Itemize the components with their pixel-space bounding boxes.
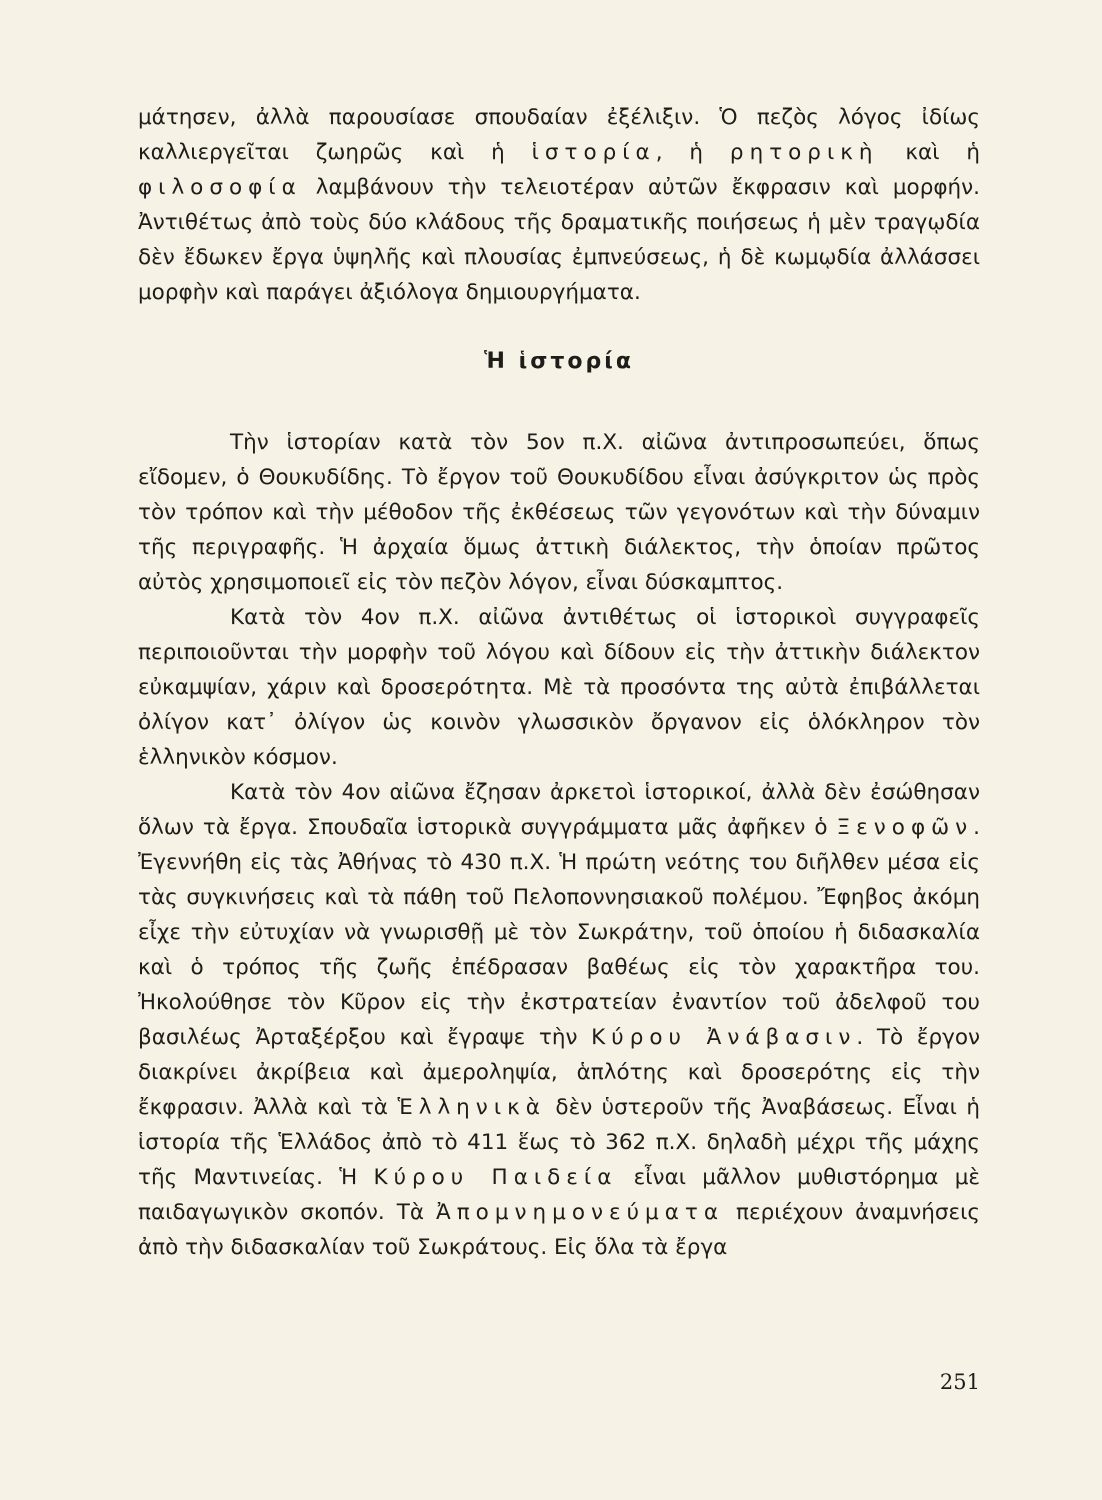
text-run: Κατὰ τὸν 4ον αἰῶνα ἔζησαν ἀρκετοὶ ἱστορικοί, ἀλλὰ δὲν ἐσώθησαν ὅλων τὰ ἔργα. Σπουδαῖα ἱστορικὰ συγγράμματα μᾶς ἀφῆκεν ὁ [138,780,980,840]
page-number: 251 [939,1370,980,1394]
text-run: μάτησεν, ἀλλὰ παρουσίασε σπουδαίαν ἐξέλιξιν. Ὁ πεζὸς λόγος ἰδίως καλλιεργεῖται ζωηρῶς καὶ ἡ [138,105,980,165]
section-heading: Ἡ ἱστορία [484,349,634,374]
emphasized-term: φιλοσοφία [138,175,302,200]
text-run: λαμβάνουν τὴν τελειοτέραν αὐτῶν ἔκφρασιν καὶ μορφήν. Ἀντιθέτως ἀπὸ τοὺς δύο κλάδους τῆς δραματικῆς ποιήσεως ἡ μὲν τραγῳδία δὲν ἔδωκεν ἔργα ὑψηλῆς καὶ πλουσίας ἐμπνεύσεως, ἡ δὲ κωμῳδία ἀλλάσσει μορφὴν καὶ παράγει ἀξιόλογα δημιουργήματα. [138,175,980,305]
text-run: καὶ ἡ [905,140,980,165]
text-run: , ἡ [655,140,704,165]
text-run: . Ἐγεννήθη εἰς τὰς Ἀθήνας τὸ 430 π.Χ. Ἡ πρώτη νεότης του διῆλθεν μέσα εἰς τὰς συγκινήσεις καὶ τὰ πάθη τοῦ Πελοποννησιακοῦ πολέμου. Ἔφηβος ἀκόμη εἶχε τὴν εὐτυχίαν νὰ γνωρισθῇ μὲ τὸν Σωκράτην, τοῦ ὁποίου ἡ διδασκαλία καὶ ὁ τρόπος τῆς ζωῆς ἐπέδρασαν βαθέως εἰς τὸν χαρακτῆρα του. Ἠκολούθησε τὸν Κῦρον εἰς τὴν ἐκστρατείαν ἐναντίον τοῦ ἀδελφοῦ του βασιλέως Ἀρταξέρξου καὶ ἔγραψε τὴν [138,815,981,1050]
emphasized-title: Κύρου Ἀνάβασιν [591,1025,857,1050]
emphasized-title: Κύρου Παιδεία [373,1165,618,1190]
emphasized-term: ἱστορία [531,140,656,165]
emphasized-title: Ἀπομνημονεύματα [436,1200,725,1225]
text-run: περιέχουν ἀναμνήσεις ἀπὸ τὴν διδασκαλίαν τοῦ Σωκράτους. Εἰς ὅλα τὰ ἔργα [138,1200,980,1260]
emphasized-term: ρητορικὴ [729,140,879,165]
paragraph-3 [138,775,980,1265]
intro-paragraph [138,100,980,310]
emphasized-name: Ξενοφῶν [836,815,974,840]
text-run: εἶναι μᾶλλον μυθιστόρημα μὲ παιδαγωγικὸν σκοπόν. Τὰ [138,1165,980,1225]
emphasized-title: Ἑλληνικὰ [397,1095,546,1120]
paragraph-2: Κατὰ τὸν 4ον π.Χ. αἰῶνα ἀντιθέτως οἱ ἱστορικοὶ συγγραφεῖς περιποιοῦνται τὴν μορφὴν τοῦ λόγου καὶ δίδουν εἰς τὴν ἀττικὴν διάλεκτον εὐκαμψίαν, χάριν καὶ δροσερότητα. Μὲ τὰ προσόντα της αὐτὰ ἐπιβάλλεται ὀλίγον κατ᾿ ὀλίγον ὡς κοινὸν γλωσσικὸν ὄργανον εἰς ὁλόκληρον τὸν ἑλληνικὸν κόσμον. [138,605,980,770]
text-run: δὲν ὑστεροῦν τῆς Ἀναβάσεως. Εἶναι ἡ ἱστορία τῆς Ἑλλάδος ἀπὸ τὸ 411 ἕως τὸ 362 π.Χ. δηλαδὴ μέχρι τῆς μάχης τῆς Μαντινείας. Ἡ [138,1095,980,1190]
body-text [138,100,980,1265]
text-run: . Τὸ ἔργον διακρίνει ἀκρίβεια καὶ ἀμεροληψία, ἁπλότης καὶ δροσερότης εἰς τὴν ἔκφρασιν. Ἀλλὰ καὶ τὰ [138,1025,980,1120]
paragraph-1: Τὴν ἱστορίαν κατὰ τὸν 5ον π.Χ. αἰῶνα ἀντιπροσωπεύει, ὅπως εἴδομεν, ὁ Θουκυδίδης. Τὸ ἔργον τοῦ Θουκυδίδου εἶναι ἀσύγκριτον ὡς πρὸς τὸν τρόπον καὶ τὴν μέθοδον τῆς ἐκθέσεως τῶν γεγονότων καὶ τὴν δύναμιν τῆς περιγραφῆς. Ἡ ἀρχαία ὅμως ἀττικὴ διάλεκτος, τὴν ὁποίαν πρῶτος αὐτὸς χρησιμοποιεῖ εἰς τὸν πεζὸν λόγον, εἶναι δύσκαμπτος. [138,430,980,595]
